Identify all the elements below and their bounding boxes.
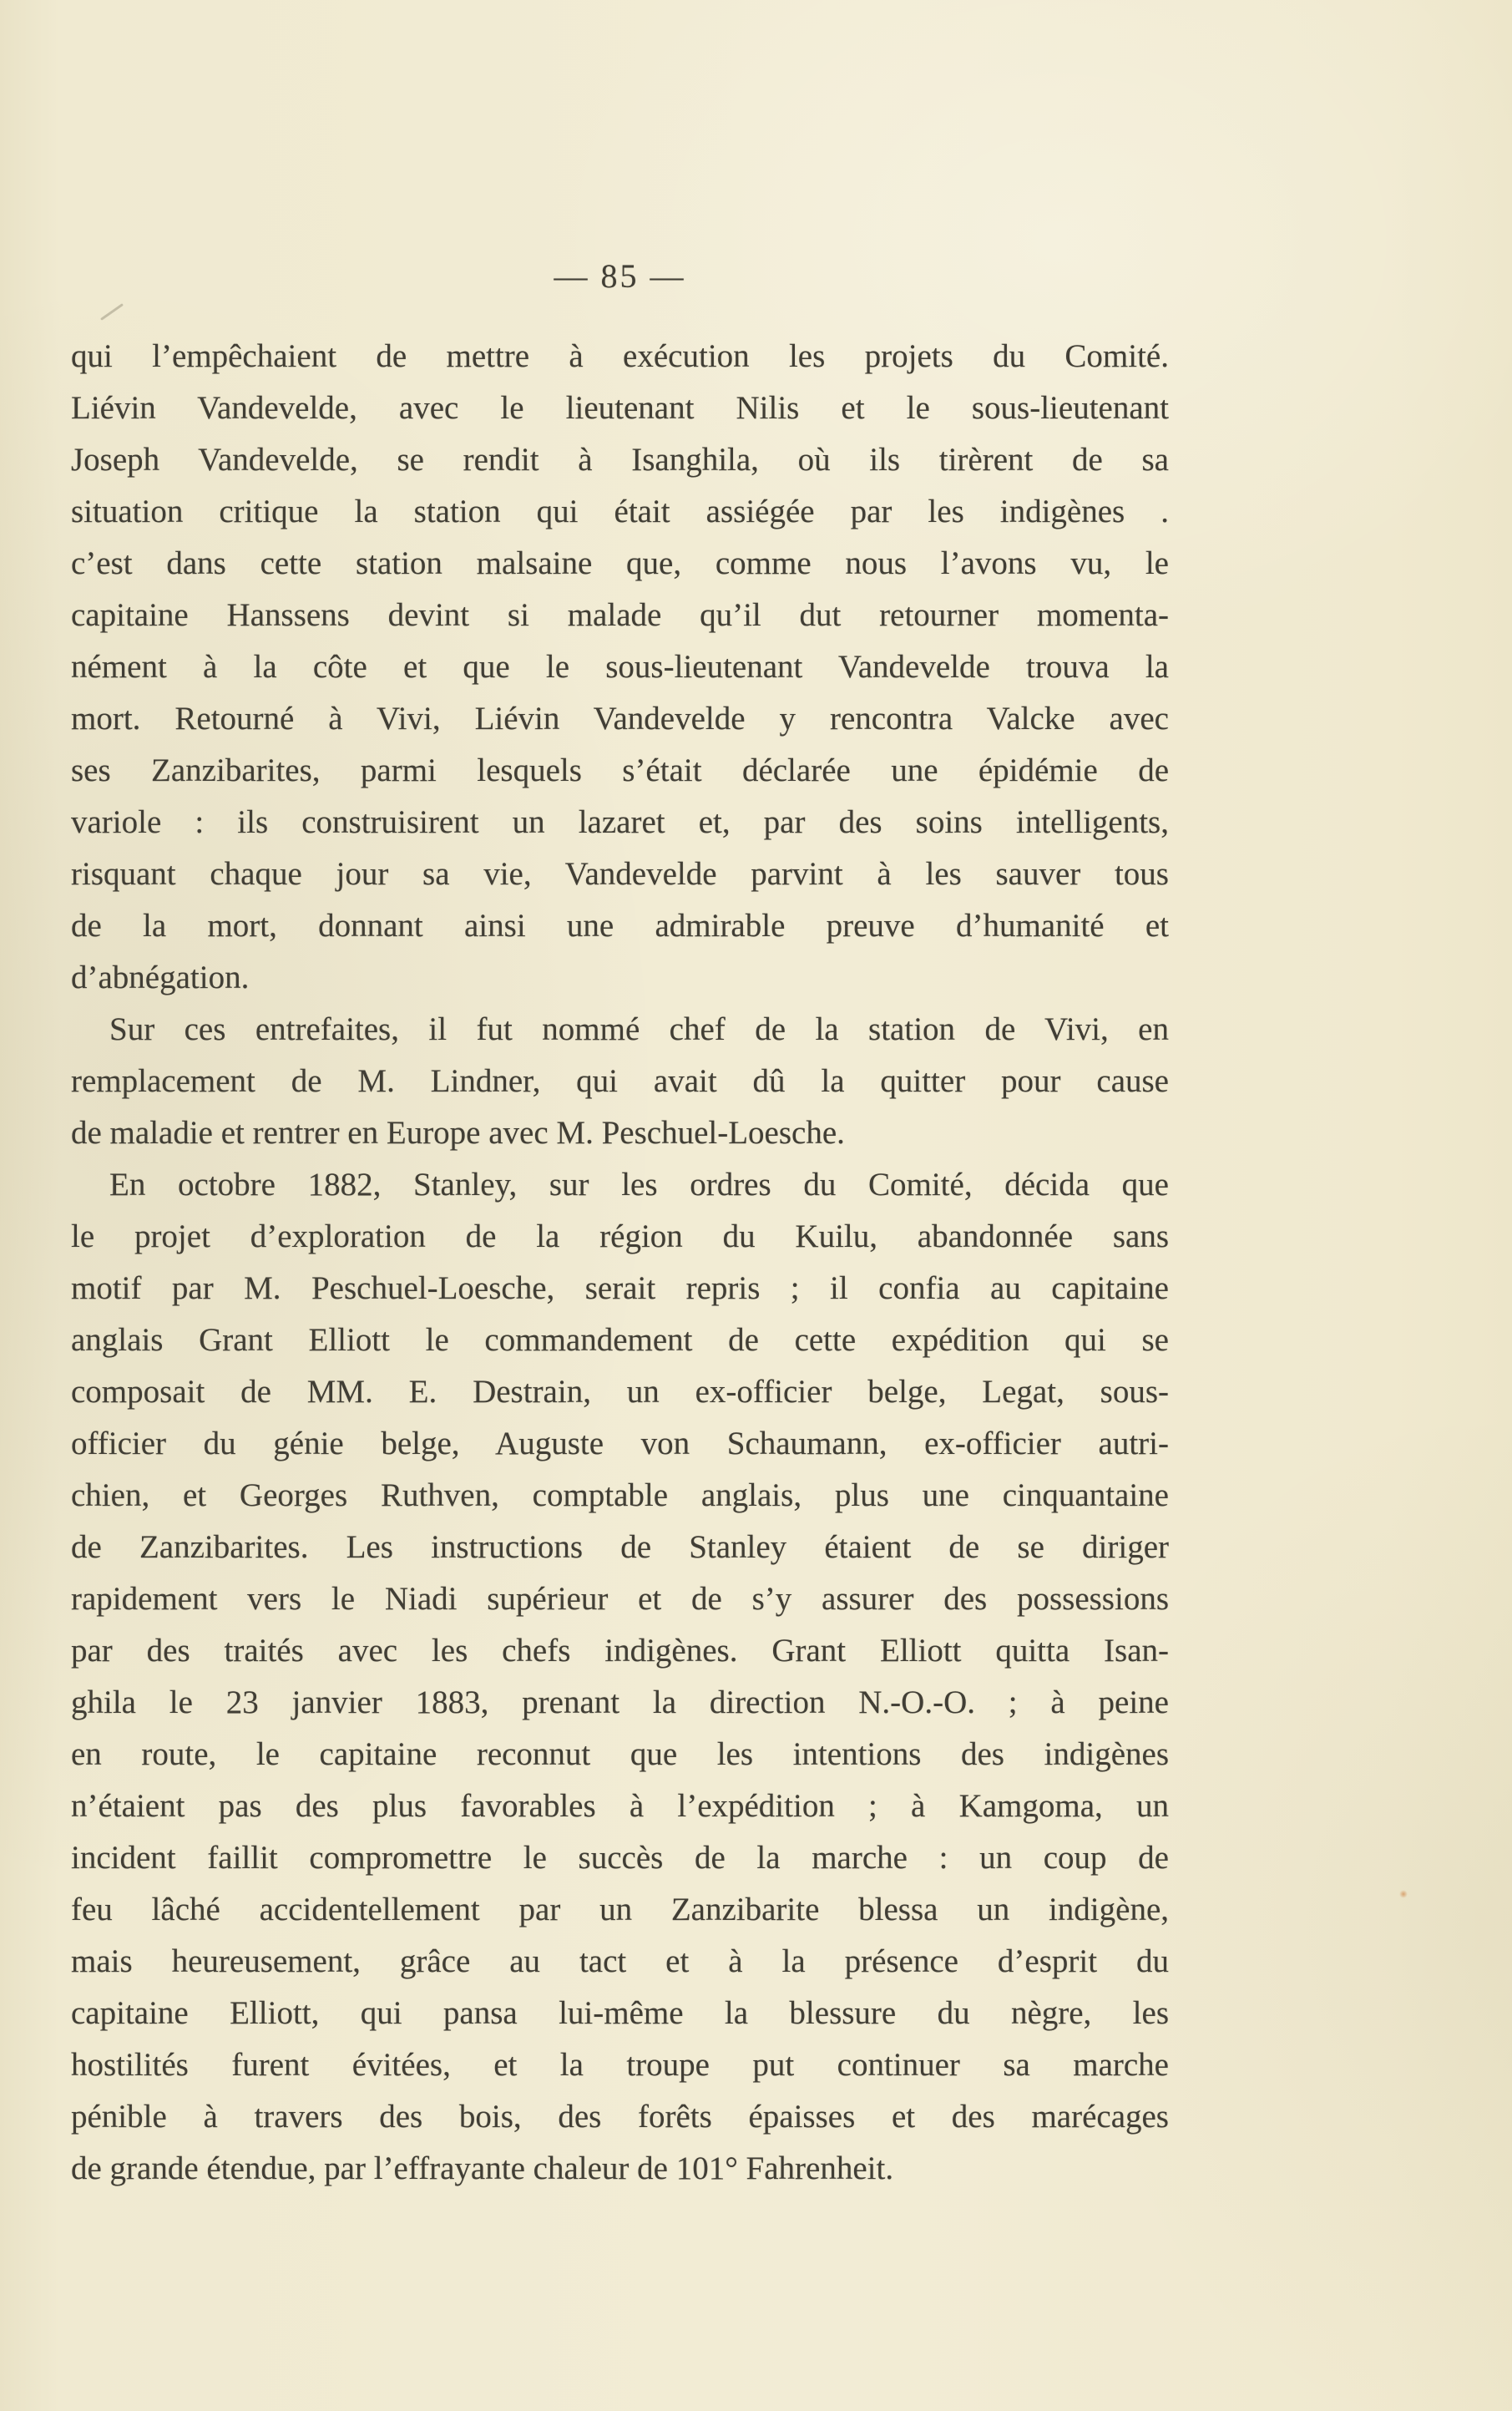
text-line: ghila le 23 janvier 1883, prenant la direction N.-O.-O. ; à peine	[71, 1684, 1169, 1720]
text-line: nément à la côte et que le sous-lieutenant Vandevelde trouva la	[71, 649, 1169, 685]
text-line: le projet d’exploration de la région du Kuilu, abandonnée sans	[71, 1218, 1169, 1254]
text-line: situation critique la station qui était assiégée par les indigènes .	[71, 494, 1169, 529]
text-line: variole : ils construisirent un lazaret et, par des soins intelligents,	[71, 804, 1169, 840]
text-line: de grande étendue, par l’effrayante chaleur de 101° Fahrenheit.	[71, 2150, 894, 2186]
paper-scratch-mark	[100, 303, 124, 321]
text-line: remplacement de M. Lindner, qui avait dû la quitter pour cause	[71, 1063, 1169, 1099]
text-line: capitaine Hanssens devint si malade qu’il dut retourner momenta-	[71, 597, 1169, 633]
text-line: de maladie et rentrer en Europe avec M. Peschuel-Loesche.	[71, 1115, 845, 1151]
text-line: n’étaient pas des plus favorables à l’expédition ; à Kamgoma, un	[71, 1788, 1169, 1824]
text-line: feu lâché accidentellement par un Zanzibarite blessa un indigène,	[71, 1892, 1169, 1927]
text-column	[71, 331, 1169, 2195]
text-line: incident faillit compromettre le succès de la marche : un coup de	[71, 1840, 1169, 1876]
text-line: Sur ces entrefaites, il fut nommé chef de la station de Vivi, en	[109, 1011, 1169, 1047]
text-line: en route, le capitaine reconnut que les intentions des indigènes	[71, 1736, 1169, 1772]
paper-stain-speck	[1399, 1890, 1408, 1898]
text-line: d’abnégation.	[71, 960, 250, 995]
text-line: qui l’empêchaient de mettre à exécution les projets du Comité.	[71, 338, 1169, 374]
text-line: Joseph Vandevelde, se rendit à Isanghila, où ils tirèrent de sa	[71, 442, 1169, 478]
text-line: mais heureusement, grâce au tact et à la présence d’esprit du	[71, 1943, 1169, 1979]
text-line: capitaine Elliott, qui pansa lui-même la blessure du nègre, les	[71, 1995, 1169, 2031]
text-line: chien, et Georges Ruthven, comptable anglais, plus une cinquantaine	[71, 1477, 1169, 1513]
text-line: anglais Grant Elliott le commandement de cette expédition qui se	[71, 1322, 1169, 1358]
text-line: mort. Retourné à Vivi, Liévin Vandevelde y rencontra Valcke avec	[71, 701, 1169, 737]
text-line: En octobre 1882, Stanley, sur les ordres du Comité, décida que	[109, 1167, 1169, 1203]
text-line: de la mort, donnant ainsi une admirable preuve d’humanité et	[71, 908, 1169, 944]
text-line: composait de MM. E. Destrain, un ex-officier belge, Legat, sous-	[71, 1374, 1169, 1410]
text-line: motif par M. Peschuel-Loesche, serait repris ; il confia au capitaine	[71, 1270, 1169, 1306]
text-line: de Zanzibarites. Les instructions de Stanley étaient de se diriger	[71, 1529, 1169, 1565]
text-line: rapidement vers le Niadi supérieur et de s’y assurer des possessions	[71, 1581, 1169, 1617]
paragraph	[71, 1159, 1169, 2195]
text-line: c’est dans cette station malsaine que, comme nous l’avons vu, le	[71, 545, 1169, 581]
text-line: pénible à travers des bois, des forêts épaisses et des marécages	[71, 2099, 1169, 2135]
text-line: hostilités furent évitées, et la troupe put continuer sa marche	[71, 2047, 1169, 2083]
text-line: risquant chaque jour sa vie, Vandevelde parvint à les sauver tous	[71, 856, 1169, 892]
text-line: Liévin Vandevelde, avec le lieutenant Nilis et le sous-lieutenant	[71, 390, 1169, 426]
text-line: ses Zanzibarites, parmi lesquels s’était déclarée une épidémie de	[71, 752, 1169, 788]
paragraph	[71, 1004, 1169, 1159]
page-number: — 85 —	[554, 257, 686, 295]
paragraph	[71, 331, 1169, 1004]
text-line: par des traités avec les chefs indigènes. Grant Elliott quitta Isan-	[71, 1633, 1169, 1669]
text-line: officier du génie belge, Auguste von Schaumann, ex-officier autri-	[71, 1426, 1169, 1461]
